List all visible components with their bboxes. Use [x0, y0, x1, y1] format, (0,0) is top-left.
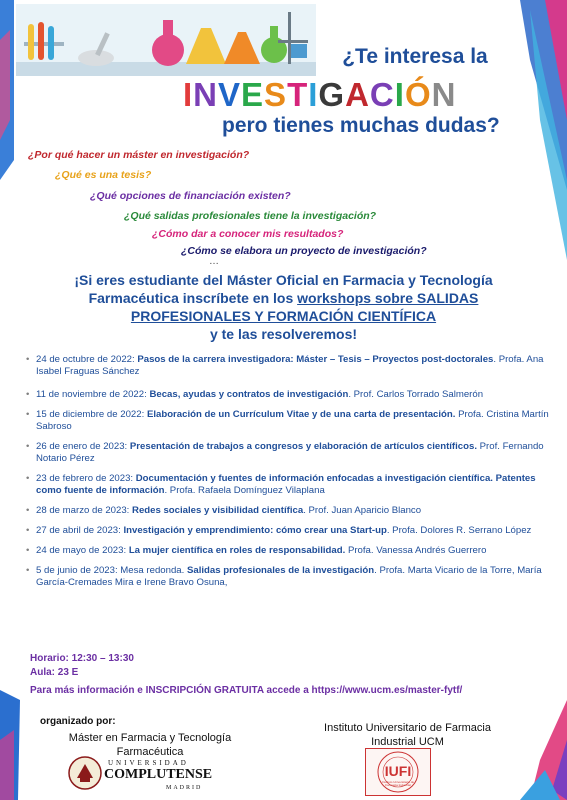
iufi-logo [365, 748, 431, 796]
session-title: Documentación y fuentes de información enfocadas a investigación científica. Patentes como fuente de información [36, 473, 536, 496]
session-speaker: . Prof. Juan Aparicio Blanco [303, 505, 422, 516]
session-date: 26 de enero de 2023: [36, 441, 130, 452]
title-letter: N [431, 76, 457, 113]
ellipsis: … [209, 256, 219, 267]
session-speaker: Profa. Vanessa Andrés Guerrero [345, 545, 487, 556]
session-date: 27 de abril de 2023: [36, 525, 124, 536]
session-speaker: Prof. Fernando Notario Pérez [36, 441, 544, 464]
cta-line3 [20, 307, 547, 325]
session-item [26, 409, 551, 433]
session-item [26, 389, 551, 401]
session-speaker: . Profa. Ana Isabel Fraguas Sánchez [36, 354, 544, 377]
question-item: ¿Qué salidas profesionales tiene la investigación? [124, 210, 377, 222]
session-title: Becas, ayudas y contratos de investigación [149, 389, 349, 400]
cta-line4: y te las resolveremos! [209, 326, 358, 342]
session-date: 11 de noviembre de 2022: [36, 389, 150, 400]
room-text: Aula: 23 E [30, 667, 79, 678]
title-letter: Ó [404, 76, 432, 113]
session-title: Presentación de trabajos a congresos y elaboración de artículos científicos. [129, 441, 477, 452]
question-item: ¿Qué es una tesis? [55, 169, 152, 181]
ucm-crest-logo [68, 756, 102, 790]
session-list [26, 354, 551, 589]
question-item: ¿Por qué hacer un máster en investigación? [28, 149, 250, 161]
session-item [26, 525, 551, 537]
session-title: Investigación y emprendimiento: cómo crear una Start-up [123, 525, 387, 536]
cta-line2-text: Farmacéutica inscríbete en los [88, 290, 298, 306]
session-item [26, 441, 551, 465]
title-letter: N [193, 76, 219, 113]
iufi-ring-text: Instituto Universitario de Farmacia Industrial [381, 781, 415, 787]
workshops-link-2[interactable]: PROFESIONALES Y FORMACIÓN CIENTÍFICA [130, 308, 437, 324]
title-letter: I [308, 76, 319, 113]
session-date: 24 de mayo de 2023: [36, 545, 129, 556]
cta-block [20, 271, 547, 343]
session-date: 24 de octubre de 2022: [36, 354, 138, 365]
title-letter: I [394, 76, 405, 113]
master-name: Máster en Farmacia y Tecnología Farmacéutica [68, 732, 232, 758]
ucm-name: COMPLUTENSE [104, 767, 213, 782]
session-item [26, 473, 551, 497]
cta-line1: ¡Si eres estudiante del Máster Oficial en Farmacia y Tecnología [74, 272, 493, 288]
session-date: 23 de febrero de 2023: [36, 473, 136, 484]
session-date: 28 de marzo de 2023: [36, 505, 133, 516]
session-date: 5 de junio de 2023: Mesa redonda. [36, 565, 187, 576]
title-letter: S [264, 76, 288, 113]
session-title: La mujer científica en roles de responsabilidad. [128, 545, 346, 556]
session-speaker: Profa. Cristina Martín Sabroso [36, 409, 549, 432]
header-line1: ¿Te interesa la [342, 45, 488, 68]
title-letter: E [241, 76, 265, 113]
question-item: ¿Qué opciones de financiación existen? [90, 190, 291, 202]
title-letter: A [345, 76, 370, 113]
page-title [183, 76, 483, 114]
session-title: Redes sociales y visibilidad científica [132, 505, 304, 516]
registration-info[interactable]: Para más información e INSCRIPCIÓN GRATUITA accede a https://www.ucm.es/master-fytf/ [30, 685, 463, 696]
session-item [26, 505, 551, 517]
title-letter: G [318, 76, 346, 113]
cta-line2 [20, 289, 547, 307]
title-letter: V [218, 76, 242, 113]
schedule-text: Horario: 12:30 – 13:30 [30, 653, 134, 664]
header-line3: pero tienes muchas dudas? [222, 114, 500, 137]
organized-by-label: organizado por: [40, 716, 116, 727]
workshops-link[interactable]: workshops sobre SALIDAS [297, 290, 479, 306]
session-item [26, 354, 551, 378]
session-speaker: . Prof. Carlos Torrado Salmerón [348, 389, 484, 400]
ucm-city: MADRID [166, 785, 203, 791]
title-letter: I [183, 76, 194, 113]
session-speaker: . Profa. Rafaela Domínguez Vilaplana [164, 485, 325, 496]
question-item: ¿Cómo dar a conocer mis resultados? [152, 228, 344, 240]
title-letter: C [369, 76, 395, 113]
title-letter: T [287, 76, 309, 113]
session-item [26, 565, 551, 589]
session-title: Elaboración de un Currículum Vitae y de una carta de presentación. [146, 409, 456, 420]
session-title: Salidas profesionales de la investigación [186, 565, 375, 576]
session-date: 15 de diciembre de 2022: [36, 409, 147, 420]
iufi-text: IUFI [384, 763, 412, 779]
session-speaker: . Profa. Marta Vicario de la Torre, María García-Cremades Mira e Irene Bravo Osuna, [36, 565, 542, 588]
session-title: Pasos de la carrera investigadora: Máster – Tesis – Proyectos post-doctorales [137, 354, 494, 365]
question-item: ¿Cómo se elabora un proyecto de investigación? [181, 245, 427, 257]
institute-name: Instituto Universitario de Farmacia Industrial UCM [324, 722, 491, 748]
session-speaker: . Profa. Dolores R. Serrano López [386, 525, 532, 536]
session-item [26, 545, 551, 557]
ucm-universidad: UNIVERSIDAD [108, 759, 189, 767]
lab-glassware-illustration [16, 4, 316, 76]
